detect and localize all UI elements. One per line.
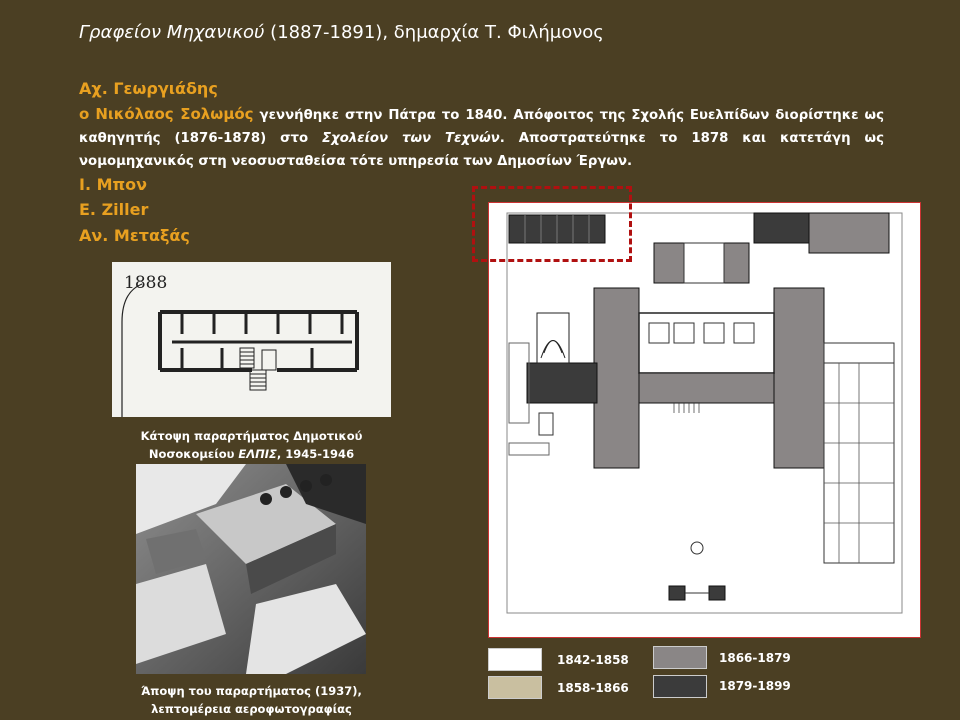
legend-label-1842: 1842-1858 xyxy=(557,653,629,667)
legend-swatch-1879 xyxy=(653,675,707,698)
legend-swatch-1866 xyxy=(653,646,707,669)
bio-text-1: γεννήθηκε στην Πάτρα το 1840. Απόφοιτος της Σχολής Ευελπίδων διορίστηκε ως καθηγητής (1876-1878) στο xyxy=(79,108,884,146)
architect-ziller: Ε. Ziller xyxy=(79,200,149,219)
legend-label-1879: 1879-1899 xyxy=(719,679,791,693)
title-rest: (1887-1891), δημαρχία Τ. Φιλήμονος xyxy=(264,22,604,43)
figure2-caption-line2: λεπτομέρεια αεροφωτογραφίας xyxy=(151,702,352,716)
legend-label-1866: 1866-1879 xyxy=(719,651,791,665)
floor-plan-1888-drawing xyxy=(112,262,391,417)
aerial-photo-image xyxy=(136,464,366,674)
bio-text-2: . Αποστρατεύτηκε το 1878 και κατετάγη ως νομομηχανικός στη νεοσυσταθείσα τότε υπηρεσία των Δημοσίων Έργων. xyxy=(79,131,884,169)
figure1-caption xyxy=(112,427,391,463)
legend-swatch-1842 xyxy=(488,648,542,671)
figure2-caption xyxy=(112,682,391,718)
figure1-caption-line1: Κάτοψη παραρτήματος Δημοτικού xyxy=(140,429,363,443)
plan-year-label: 1888 xyxy=(124,273,168,293)
slide-title xyxy=(79,22,604,43)
site-plan-image xyxy=(488,202,921,638)
bio-italic: Σχολείον των Τεχνών xyxy=(322,131,500,146)
architect-metaxas: Αν. Μεταξάς xyxy=(79,226,190,245)
architect-bon: Ι. Μπον xyxy=(79,175,148,194)
legend-label-1858: 1858-1866 xyxy=(557,681,629,695)
bio-lead-name: Νικόλαος Σολωμός xyxy=(95,105,254,123)
biography-paragraph xyxy=(79,103,884,173)
floor-plan-1888-image xyxy=(112,262,391,417)
bio-bullet: ο xyxy=(79,105,90,123)
architect-georgiadis: Αχ. Γεωργιάδης xyxy=(79,79,218,98)
aerial-photo-drawing xyxy=(136,464,366,674)
highlight-dashed-box xyxy=(472,186,632,262)
title-italic: Γραφείον Μηχανικού xyxy=(79,22,265,43)
figure1-caption-line2: Νοσοκομείου ΕΛΠΙΣ, 1945-1946 xyxy=(148,447,355,461)
site-plan-drawing xyxy=(489,203,920,637)
legend-swatch-1858 xyxy=(488,676,542,699)
figure2-caption-line1: Άποψη του παραρτήματος (1937), xyxy=(141,684,362,698)
